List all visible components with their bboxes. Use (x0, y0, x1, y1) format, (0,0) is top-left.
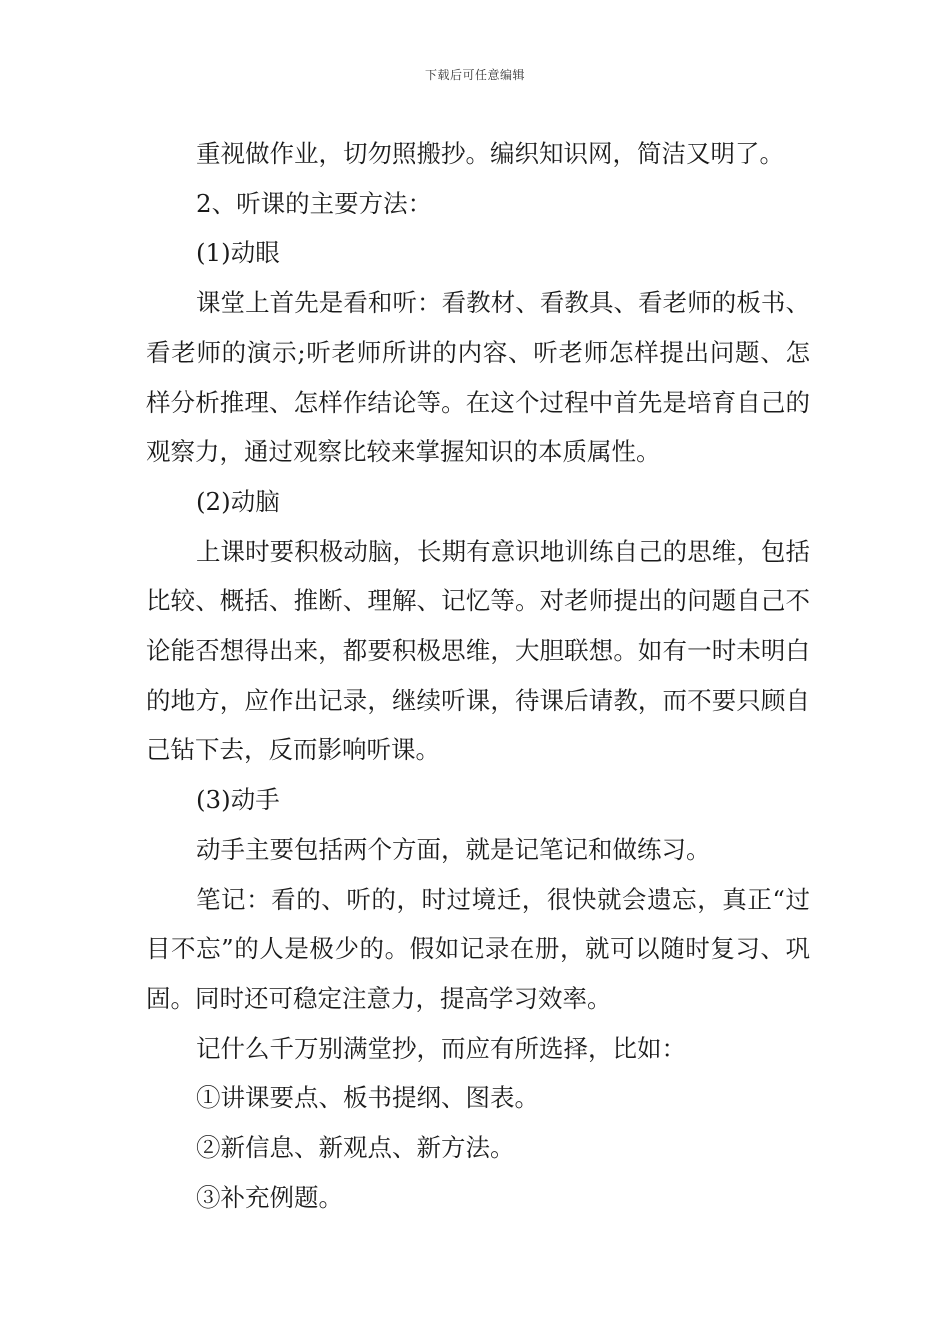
paragraph-use-hands: 动手主要包括两个方面，就是记笔记和做练习。 (196, 834, 711, 864)
paragraph-use-brain: 上课时要积极动脑，长期有意识地训练自己的思维，包括比较、概括、推断、理解、记忆等。对老师提出的问题自己不论能否想得出来，都要积极思维，大胆联想。如有一时未明白的地方，应作出记录，继续听课，待课后请教，而不要只顾自己钻下去，反而影响听课。 (146, 536, 810, 765)
document-body (146, 129, 810, 1222)
paragraph-what-to-record: 记什么千万别满堂抄，而应有所选择，比如： (196, 1033, 686, 1063)
page-header: 下载后可任意编辑 (424, 68, 525, 82)
paragraph-notes: 笔记：看的、听的，时过境迁，很快就会遗忘，真正“过目不忘”的人是极少的。假如记录在册，就可以随时复习、巩固。同时还可稳定注意力，提高学习效率。 (146, 884, 810, 1013)
list-item-1: ①讲课要点、板书提纲、图表。 (196, 1083, 539, 1113)
list-item-2: ②新信息、新观点、新方法。 (196, 1133, 515, 1163)
paragraph-use-eyes: 课堂上首先是看和听：看教材、看教具、看老师的板书、看老师的演示;听老师所讲的内容、听老师怎样提出问题、怎样分析推理、怎样作结论等。在这个过程中首先是培育自己的观察力，通过观察比较来掌握知识的本质属性。 (146, 288, 810, 467)
subheading-use-eyes: (1)动眼 (196, 238, 280, 268)
paragraph-homework: 重视做作业，切勿照搬抄。编织知识网，简洁又明了。 (196, 139, 784, 168)
subheading-use-hands: (3)动手 (196, 785, 280, 815)
heading-listening-methods: 2、听课的主要方法： (196, 188, 433, 218)
subheading-use-brain: (2)动脑 (196, 486, 280, 516)
list-item-3: ③补充例题。 (196, 1182, 343, 1212)
